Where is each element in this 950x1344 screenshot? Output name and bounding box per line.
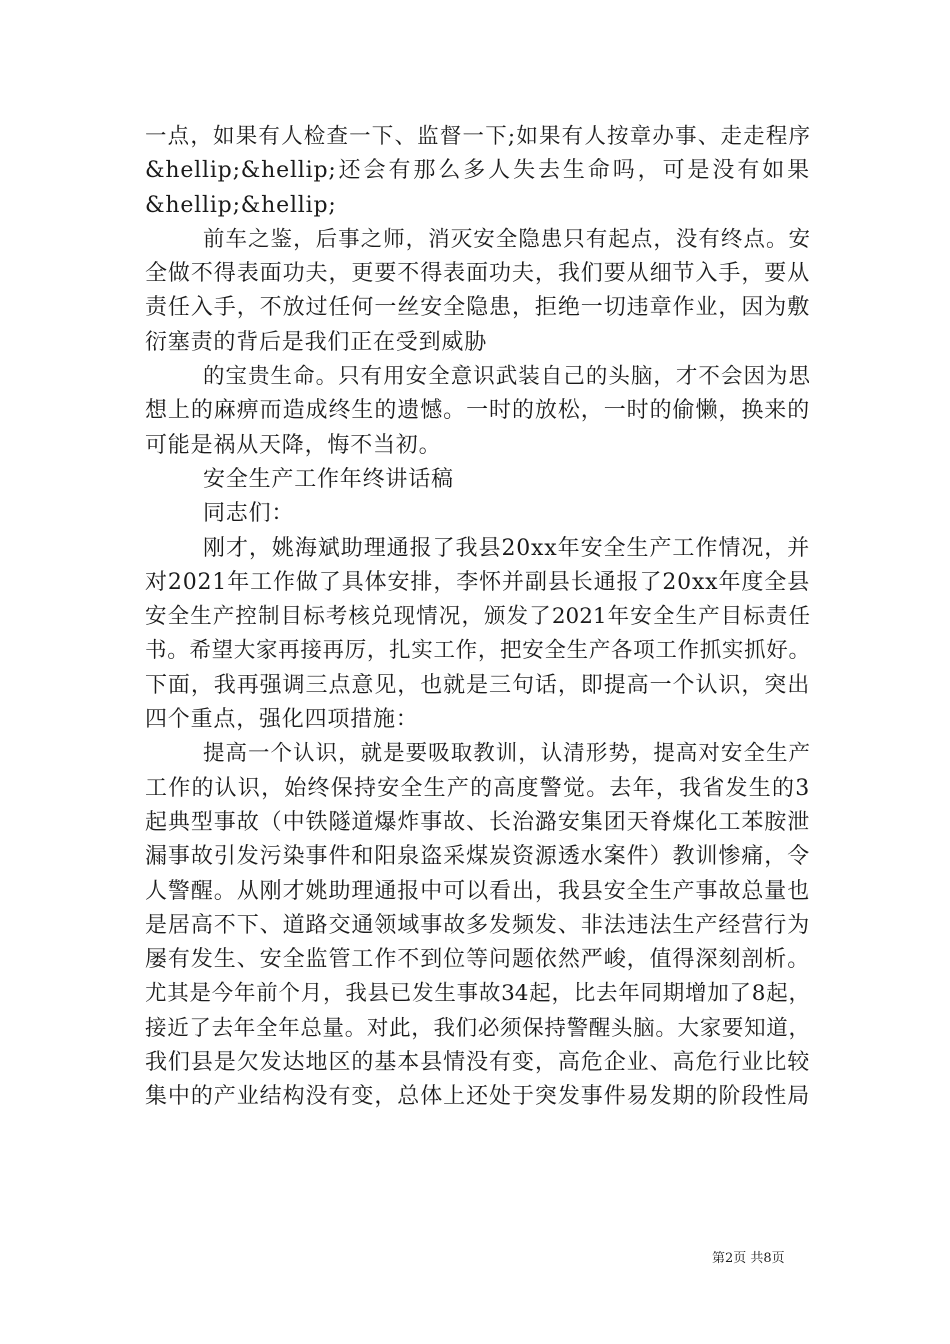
- text-line-2: &hellip;&hellip;还会有那么多人失去生命吗，可是没有如果: [145, 158, 810, 184]
- page-number-footer: 第2页 共8页: [712, 1251, 785, 1266]
- text-line-17: 下面，我再强调三点意见，也就是三句话，即提高一个认识，突出: [145, 672, 810, 698]
- text-line-6: 责任入手，不放过任何一丝安全隐患，拒绝一切违章作业，因为敷: [145, 295, 810, 321]
- text-line-22: 漏事故引发污染事件和阳泉盗采煤炭资源透水案件）教训惨痛，令: [145, 844, 810, 870]
- text-line-23: 人警醒。从刚才姚助理通报中可以看出，我县安全生产事故总量也: [145, 878, 810, 904]
- document-body: [145, 120, 810, 1115]
- text-line-9: 想上的麻痹而造成终生的遗憾。一时的放松，一时的偷懒，换来的: [145, 398, 810, 424]
- text-line-16: 书。希望大家再接再厉，扎实工作，把安全生产各项工作抓实抓好。: [145, 638, 810, 664]
- text-line-14: 对2021年工作做了具体安排，李怀并副县长通报了20xx年度全县: [145, 569, 810, 595]
- text-line-29: 集中的产业结构没有变，总体上还处于突发事件易发期的阶段性局: [145, 1084, 810, 1110]
- text-line-25: 屡有发生、安全监管工作不到位等问题依然严峻，值得深刻剖析。: [145, 947, 810, 973]
- text-line-13: 刚才，姚海斌助理通报了我县20xx年安全生产工作情况，并: [203, 535, 810, 561]
- salutation: 同志们：: [203, 501, 295, 527]
- text-line-5: 全做不得表面功夫，更要不得表面功夫，我们要从细节入手，要从: [145, 261, 810, 287]
- text-line-27: 接近了去年全年总量。对此，我们必须保持警醒头脑。大家要知道，: [145, 1015, 810, 1041]
- text-line-1: 一点，如果有人检查一下、监督一下;如果有人按章办事、走走程序: [145, 124, 810, 149]
- text-line-20: 工作的认识，始终保持安全生产的高度警觉。去年，我省发生的3: [145, 775, 810, 801]
- text-line-3: &hellip;&hellip;: [145, 192, 337, 218]
- text-line-21: 起典型事故（中铁隧道爆炸事故、长治潞安集团天脊煤化工苯胺泄: [145, 809, 810, 835]
- text-line-8: 的宝贵生命。只有用安全意识武装自己的头脑，才不会因为思: [203, 364, 810, 390]
- text-line-15: 安全生产控制目标考核兑现情况，颁发了2021年安全生产目标责任: [145, 604, 810, 630]
- text-line-19: 提高一个认识，就是要吸取教训，认清形势，提高对安全生产: [203, 741, 810, 767]
- text-line-10: 可能是祸从天降，悔不当初。: [145, 432, 442, 458]
- text-line-28: 我们县是欠发达地区的基本县情没有变，高危企业、高危行业比较: [145, 1050, 810, 1076]
- text-line-4: 前车之鉴，后事之师，消灭安全隐患只有起点，没有终点。安: [203, 226, 810, 252]
- section-title: 安全生产工作年终讲话稿: [203, 466, 454, 492]
- text-line-7: 衍塞责的背后是我们正在受到威胁: [145, 329, 488, 355]
- text-line-26: 尤其是今年前个月，我县已发生事故34起，比去年同期增加了8起，: [145, 981, 810, 1007]
- text-line-24: 是居高不下、道路交通领域事故多发频发、非法违法生产经营行为: [145, 912, 810, 938]
- text-line-18: 四个重点，强化四项措施：: [145, 707, 419, 733]
